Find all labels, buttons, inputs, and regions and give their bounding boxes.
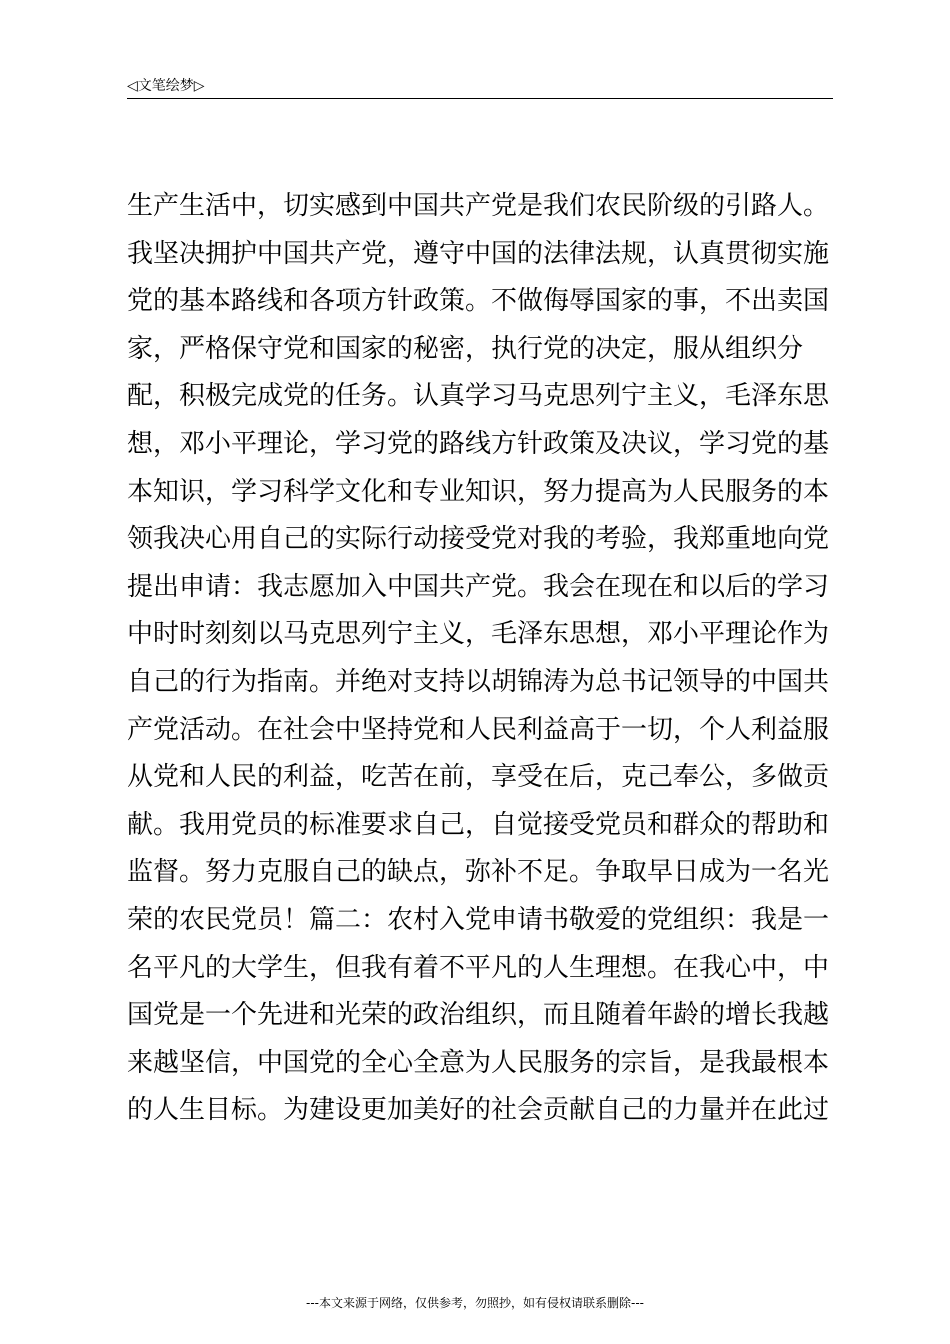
page-footer: ---本文来源于网络，仅供参考，勿照抄，如有侵权请联系删除---	[306, 1296, 644, 1310]
right-triangle-icon: ▷	[193, 78, 205, 94]
body-line: 配，积极完成党的任务。认真学习马克思列宁主义，毛泽东思	[127, 381, 830, 412]
body-line: 献。我用党员的标准要求自己，自觉接受党员和群众的帮助和	[127, 809, 830, 840]
body-line: 产党活动。在社会中坚持党和人民利益高于一切，个人利益服	[127, 714, 830, 745]
body-line: 监督。努力克服自己的缺点，弥补不足。争取早日成为一名光	[127, 857, 830, 888]
body-line: 中时时刻刻以马克思列宁主义，毛泽东思想，邓小平理论作为	[127, 619, 830, 650]
body-line: 家，严格保守党和国家的秘密，执行党的决定，服从组织分	[127, 333, 804, 364]
body-line: 从党和人民的利益，吃苦在前，享受在后，克己奉公，多做贡	[127, 762, 830, 793]
body-line: 本知识，学习科学文化和专业知识，努力提高为人民服务的本	[127, 476, 830, 507]
body-line: 荣的农民党员！篇二：农村入党申请书敬爱的党组织：我是一	[127, 904, 830, 935]
body-line: 生产生活中，切实感到中国共产党是我们农民阶级的引路人。	[127, 191, 830, 221]
document-body	[127, 183, 837, 1135]
body-line: 国党是一个先进和光荣的政治组织，而且随着年龄的增长我越	[127, 1000, 830, 1031]
body-line: 想，邓小平理论，学习党的路线方针政策及决议，学习党的基	[127, 428, 830, 459]
body-line: 我坚决拥护中国共产党，遵守中国的法律法规，认真贯彻实施	[127, 238, 830, 269]
header-title-group	[127, 78, 205, 94]
body-line: 提出申请：我志愿加入中国共产党。我会在现在和以后的学习	[127, 571, 830, 602]
body-line: 来越坚信，中国党的全心全意为人民服务的宗旨，是我最根本	[127, 1047, 830, 1078]
body-line: 的人生目标。为建设更加美好的社会贡献自己的力量并在此过	[127, 1095, 830, 1126]
body-line: 党的基本路线和各项方针政策。不做侮辱国家的事，不出卖国	[127, 286, 830, 317]
body-line: 领我决心用自己的实际行动接受党对我的考验，我郑重地向党	[127, 524, 830, 555]
body-line: 自己的行为指南。并绝对支持以胡锦涛为总书记领导的中国共	[127, 666, 830, 697]
left-triangle-icon: ◁	[127, 78, 138, 94]
header-title: 文笔绘梦	[137, 78, 194, 94]
page-header	[127, 72, 833, 99]
body-line: 名平凡的大学生，但我有着不平凡的人生理想。在我心中，中	[127, 952, 830, 983]
